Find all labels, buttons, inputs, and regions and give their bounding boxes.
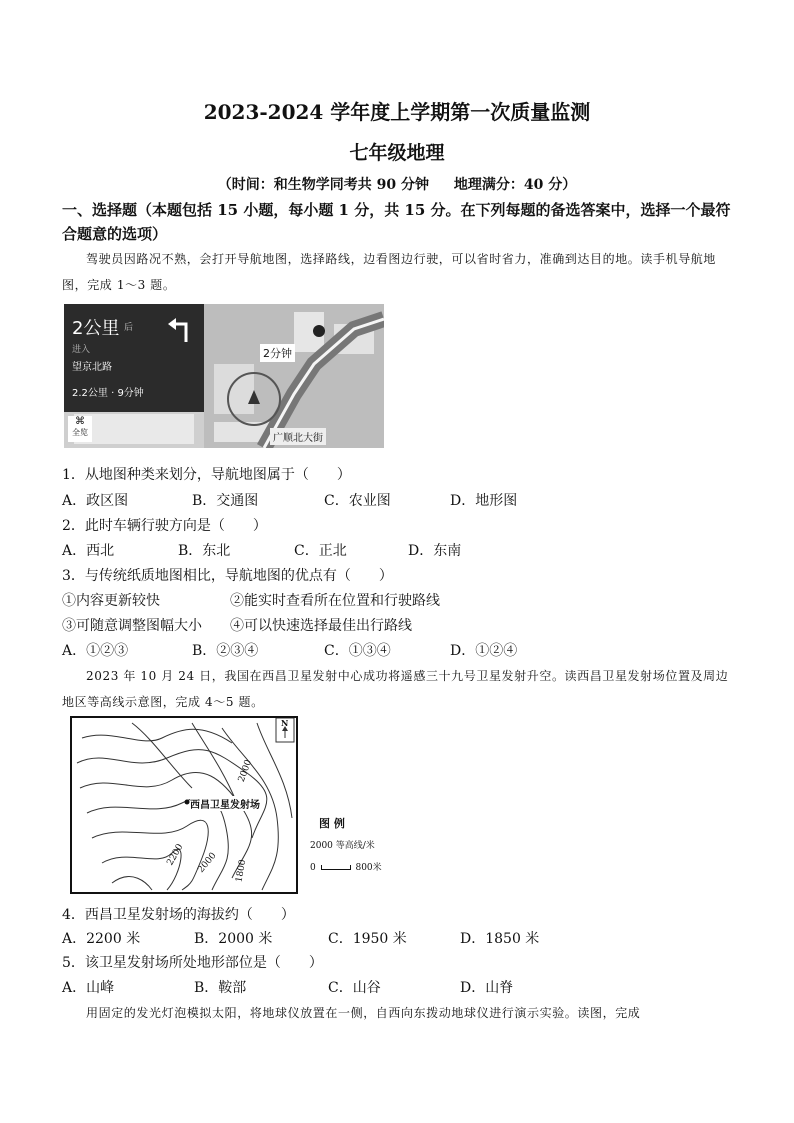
q1-option-b: B．交通图: [192, 493, 259, 509]
eta-label: 2分钟: [260, 344, 295, 362]
passage-1: 驾驶员因路况不熟，会打开导航地图，选择路线，边看图边行驶，可以省时省力，准确到达目的地。读手机导航地图，完成 1～3 题。: [62, 252, 717, 292]
scale-length: 800米: [355, 863, 382, 873]
contour-map: [70, 716, 298, 894]
question-1: 1．从地图种类来划分，导航地图属于（ ）: [62, 467, 351, 483]
contour-label-2200: 2200: [165, 842, 186, 868]
overview-label: 全览: [72, 428, 88, 437]
navigation-map-image: [64, 304, 384, 448]
navigation-instruction-panel: [64, 304, 204, 412]
contour-lines: [72, 718, 296, 892]
contour-label-1800: 1800: [234, 858, 249, 884]
q3-option-a: A．①②③: [62, 643, 129, 659]
q3-item-3: ③可随意调整图幅大小: [62, 618, 202, 634]
q3-item-4: ④可以快速选择最佳出行路线: [230, 618, 412, 634]
q2-option-d: D．东南: [408, 543, 462, 559]
score-info: 地理满分：40 分）: [453, 177, 577, 193]
q5-option-a: A．山峰: [62, 980, 115, 996]
legend-contour-line: 2000 等高线/米: [310, 841, 375, 851]
q5-option-c: C．山谷: [328, 980, 381, 996]
q5-option-d: D．山脊: [460, 980, 514, 996]
exam-title: 2023-2024 学年度上学期第一次质量监测: [203, 100, 591, 124]
contour-label-2000-bottom: 2000: [196, 851, 219, 875]
q3-option-d: D．①②④: [450, 643, 518, 659]
trip-summary: 2.2公里 · 9分钟: [72, 388, 144, 399]
q3-item-2: ②能实时查看所在位置和行驶路线: [230, 593, 440, 609]
q2-option-a: A．西北: [62, 543, 115, 559]
q4-option-a: A．2200 米: [62, 931, 141, 947]
q1-option-a: A．政区图: [62, 493, 129, 509]
north-label: N: [281, 718, 289, 728]
q2-option-c: C．正北: [294, 543, 347, 559]
street-label: 广顺北大街: [270, 428, 326, 445]
question-5: 5．该卫星发射场所处地形部位是（ ）: [62, 955, 323, 971]
q1-option-d: D．地形图: [450, 493, 518, 509]
contour-label-2000-top: 2000: [236, 758, 255, 784]
turn-distance: 2公里: [72, 318, 120, 339]
q1-option-c: C．农业图: [324, 493, 391, 509]
launch-site-label: 西昌卫星发射场: [190, 796, 260, 811]
legend-title: 图 例: [319, 817, 345, 830]
overview-button: [68, 416, 92, 442]
scale-bar-graphic: [321, 865, 351, 870]
turn-left-arrow-icon: [164, 314, 194, 344]
q4-option-b: B．2000 米: [194, 931, 273, 947]
scale-zero: 0: [310, 863, 316, 873]
section-heading: 一、选择题（本题包括 15 小题，每小题 1 分，共 15 分。在下列每题的备选答案中，选择一个最符合题意的选项）: [62, 201, 731, 243]
question-4: 4．西昌卫星发射场的海拔约（ ）: [62, 907, 295, 923]
passage-3: 用固定的发光灯泡模拟太阳，将地球仪放置在一侧，自西向东拨动地球仪进行演示实验。读图，完成: [86, 1006, 641, 1020]
q4-option-d: D．1850 米: [460, 931, 540, 947]
q2-option-b: B．东北: [178, 543, 231, 559]
question-3: 3．与传统纸质地图相比，导航地图的优点有（ ）: [62, 568, 393, 584]
scale-bar: [310, 860, 382, 873]
q5-option-b: B．鞍部: [194, 980, 247, 996]
q3-item-1: ①内容更新较快: [62, 593, 160, 609]
passage-2: 2023 年 10 月 24 日，我国在西昌卫星发射中心成功将遥感三十九号卫星发射升空。读西昌卫星发射场位置及周边地区等高线示意图，完成 4～5 题。: [62, 669, 729, 709]
turn-after: 后: [124, 323, 134, 333]
overview-icon: ⌘: [75, 416, 85, 427]
question-2: 2．此时车辆行驶方向是（ ）: [62, 518, 267, 534]
exam-info: [0, 174, 794, 194]
road-name: 望京北路: [72, 362, 112, 373]
q3-option-c: C．①③④: [324, 643, 391, 659]
subject-title: 七年级地理: [349, 142, 445, 164]
q4-option-c: C．1950 米: [328, 931, 407, 947]
time-info: （时间：和生物学同考共 90 分钟: [217, 177, 429, 193]
q3-option-b: B．②③④: [192, 643, 259, 659]
enter-label: 进入: [72, 345, 91, 355]
